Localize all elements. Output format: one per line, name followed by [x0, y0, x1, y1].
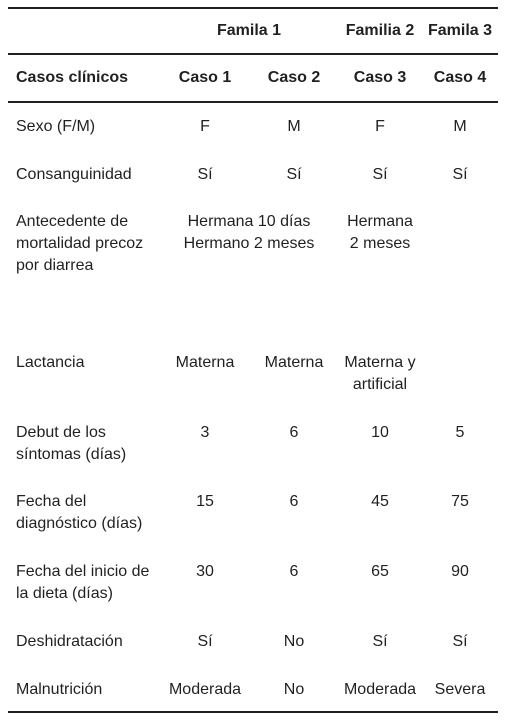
consanguinity-case-3: Sí [372, 166, 388, 183]
consanguinity-case-2: Sí [286, 166, 302, 183]
diagnosis-date-case-4: 75 [451, 493, 469, 510]
case-2-header: Caso 2 [267, 69, 321, 86]
sex-case-4: M [453, 118, 467, 135]
row-label-dehydration: Deshidratación [16, 633, 123, 650]
malnutrition-case-1: Moderada [168, 681, 242, 698]
row-label-symptom-onset: Debut de los síntomas (días) [16, 424, 127, 463]
case-1-header: Caso 1 [178, 69, 232, 86]
row-label-header: Casos clínicos [16, 69, 129, 86]
family-2-header: Familia 2 [345, 22, 415, 39]
sex-case-3: F [375, 118, 385, 135]
diet-start-case-3: 65 [371, 563, 389, 580]
case-3-header: Caso 3 [353, 69, 407, 86]
row-label-sex: Sexo (F/M) [16, 118, 96, 135]
diagnosis-date-case-3: 45 [371, 493, 389, 510]
dehydration-case-1: Sí [197, 633, 213, 650]
family-1-header: Famila 1 [216, 22, 282, 39]
symptom-onset-case-4: 5 [455, 424, 465, 441]
row-label-consanguinity: Consanguinidad [16, 166, 132, 183]
dehydration-case-3: Sí [372, 633, 388, 650]
early-mortality-family-2: Hermana 2 meses [347, 213, 413, 252]
row-label-early-mortality: Antecedente de mortalidad precoz por diarrea [16, 213, 144, 274]
malnutrition-case-2: No [283, 681, 305, 698]
symptom-onset-case-3: 10 [371, 424, 389, 441]
row-label-malnutrition: Malnutrición [16, 681, 103, 698]
subheader-rule [8, 101, 498, 103]
consanguinity-case-1: Sí [197, 166, 213, 183]
diagnosis-date-case-1: 15 [196, 493, 214, 510]
sex-case-1: F [200, 118, 210, 135]
row-label-diagnosis-date: Fecha del diagnóstico (días) [16, 493, 143, 532]
consanguinity-case-4: Sí [452, 166, 468, 183]
row-label-diet-start: Fecha del inicio de la dieta (días) [16, 563, 150, 602]
early-mortality-family-1: Hermana 10 días Hermano 2 meses [183, 213, 315, 252]
lactation-case-3: Materna y artificial [344, 354, 416, 393]
case-4-header: Caso 4 [433, 69, 487, 86]
symptom-onset-case-1: 3 [200, 424, 210, 441]
symptom-onset-case-2: 6 [289, 424, 299, 441]
malnutrition-case-3: Moderada [343, 681, 417, 698]
malnutrition-case-4: Severa [434, 681, 486, 698]
diet-start-case-1: 30 [196, 563, 214, 580]
diagnosis-date-case-2: 6 [289, 493, 299, 510]
bottom-rule [8, 711, 498, 713]
dehydration-case-4: Sí [452, 633, 468, 650]
lactation-case-2: Materna [264, 354, 324, 371]
sex-case-2: M [287, 118, 301, 135]
family-3-header: Famila 3 [427, 22, 493, 39]
header-rule [8, 53, 498, 55]
dehydration-case-2: No [283, 633, 305, 650]
top-rule [8, 7, 498, 9]
lactation-case-1: Materna [175, 354, 235, 371]
diet-start-case-2: 6 [289, 563, 299, 580]
row-label-lactation: Lactancia [16, 354, 85, 371]
diet-start-case-4: 90 [451, 563, 469, 580]
